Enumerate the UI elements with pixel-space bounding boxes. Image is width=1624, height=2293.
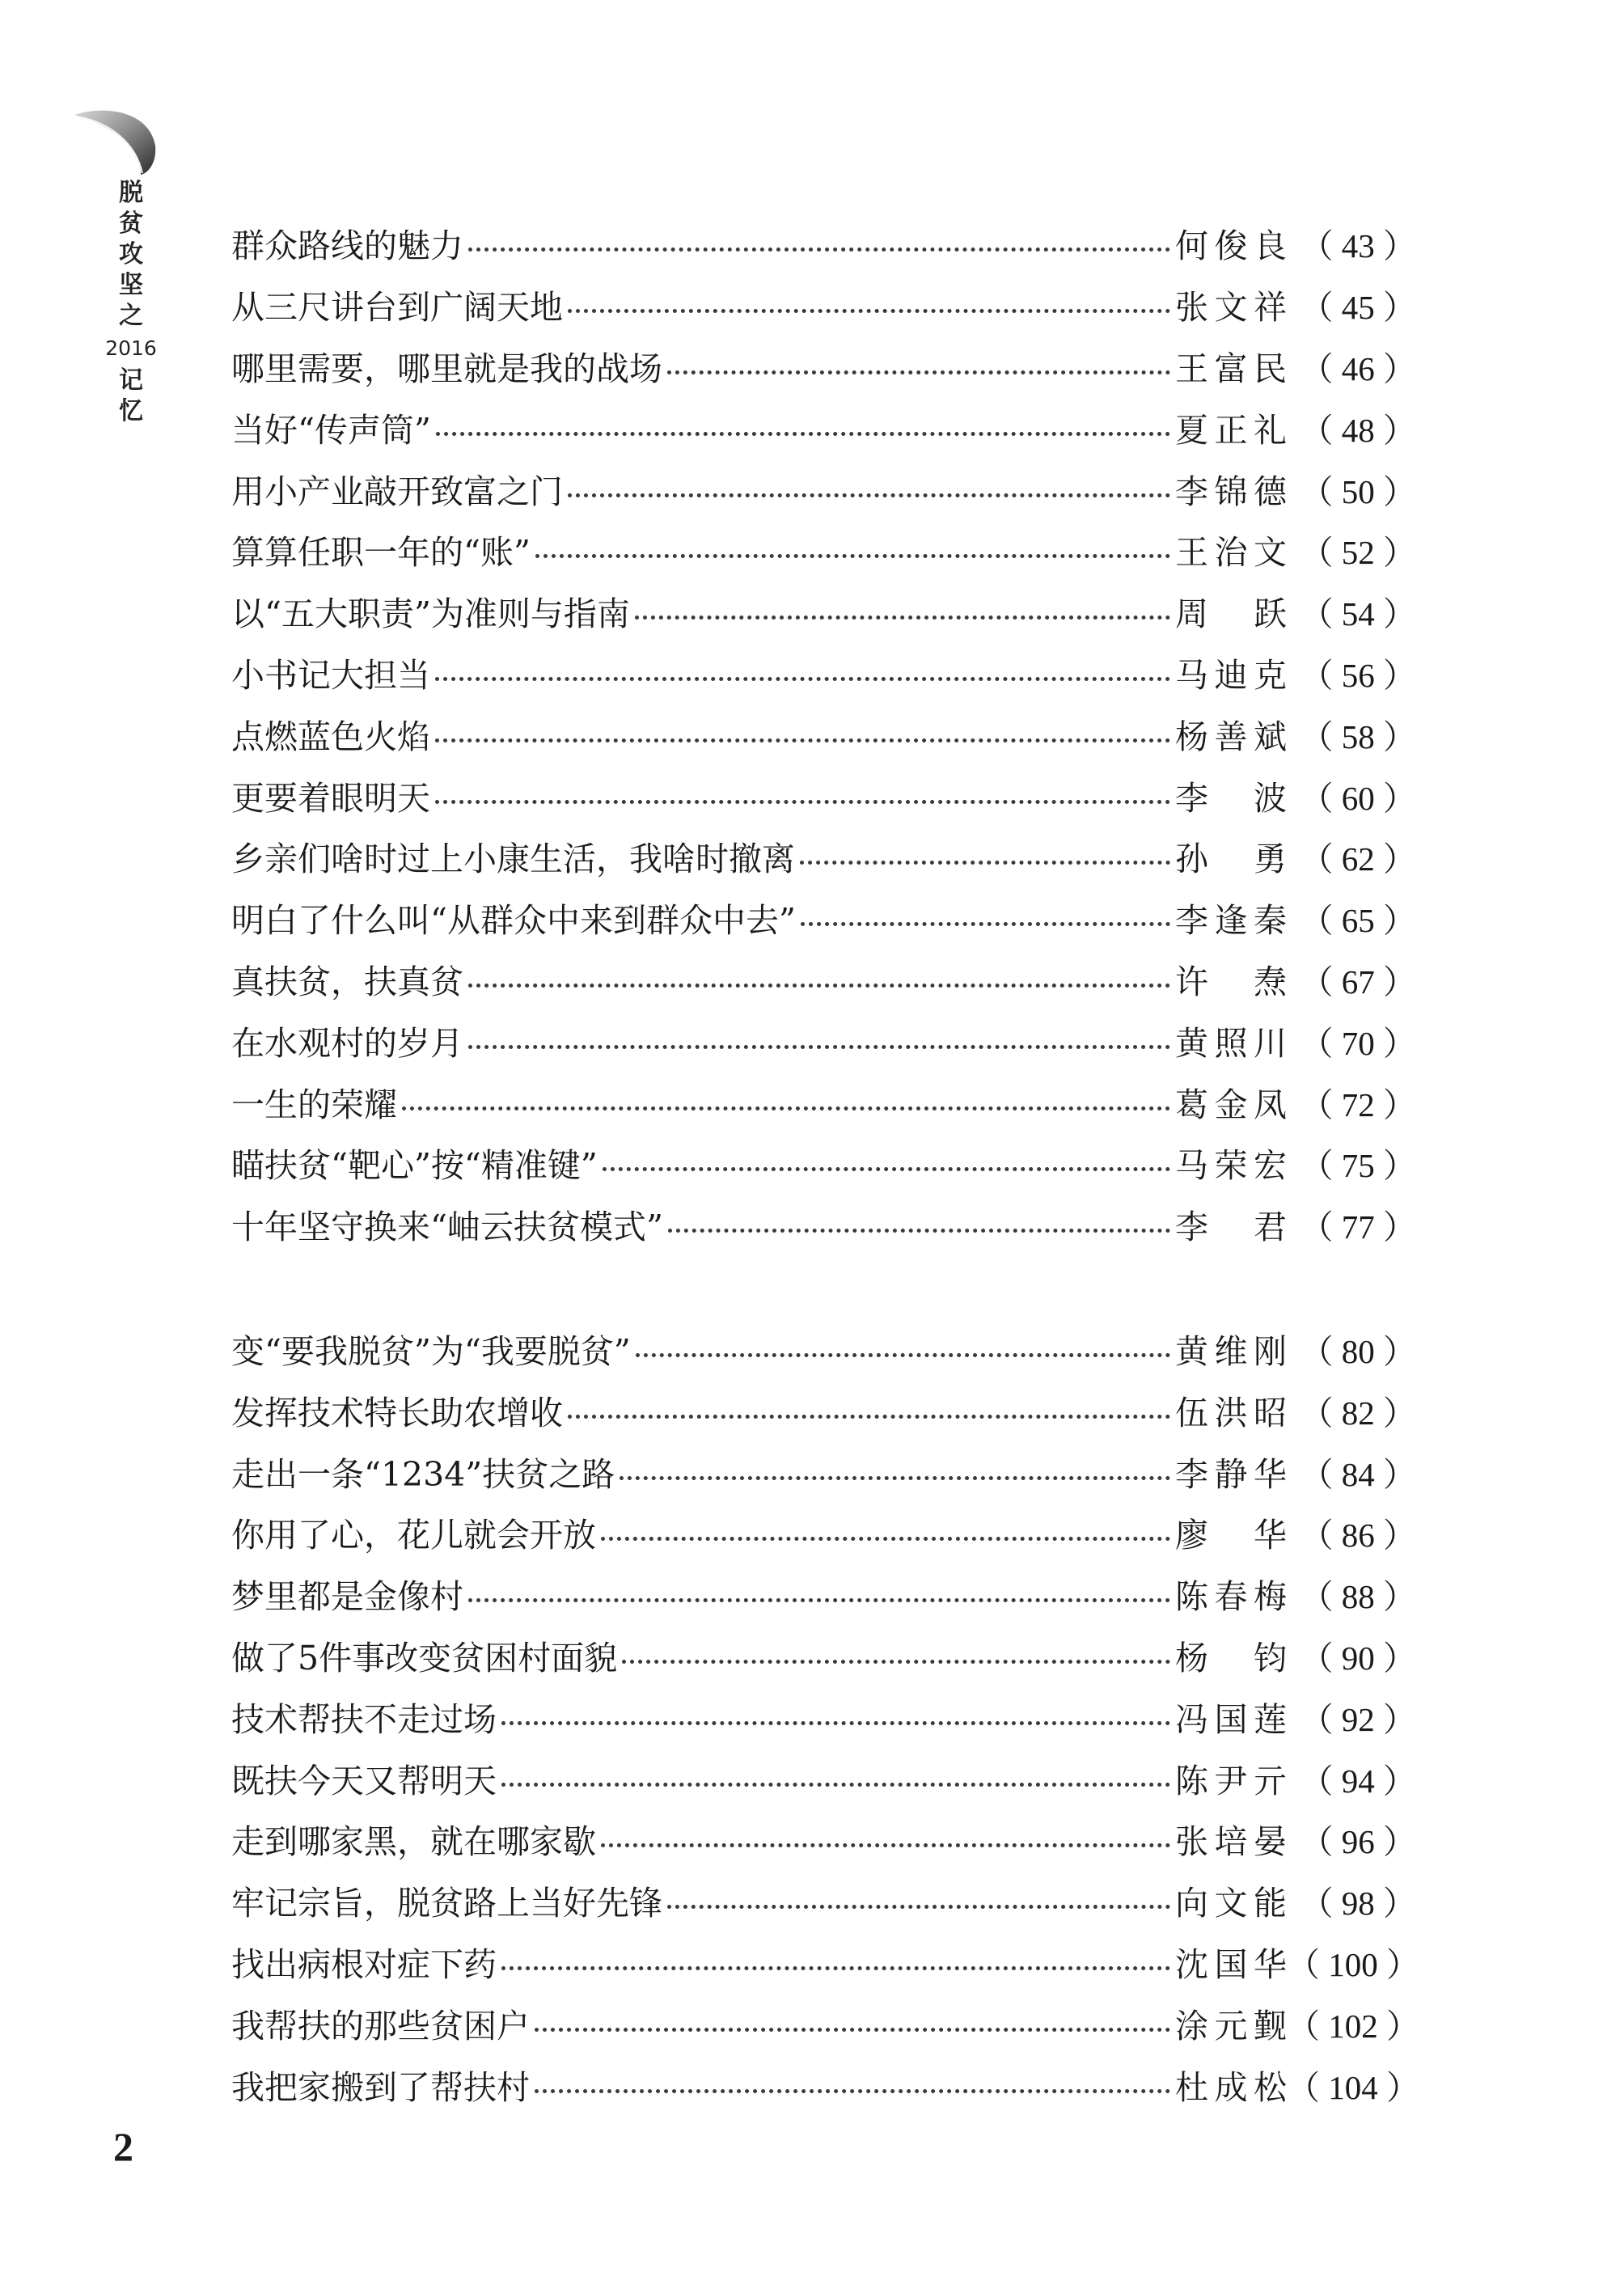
toc-entry-title: 做了5件事改变贫困村面貌 bbox=[231, 1638, 618, 1677]
toc-entry-title: 真扶贫，扶真贫 bbox=[231, 962, 463, 1001]
toc-entry-author: 向文能 bbox=[1175, 1884, 1287, 1923]
toc-entry-title: 小书记大担当 bbox=[231, 655, 430, 695]
toc-entry-title: 一生的荣耀 bbox=[231, 1085, 397, 1124]
dot-leader bbox=[468, 984, 1170, 988]
toc-entry-page: （ 70 ） bbox=[1300, 1024, 1416, 1062]
toc-entry-page: （ 46 ） bbox=[1300, 349, 1416, 387]
toc-entry[interactable] bbox=[231, 2054, 1419, 2115]
toc-entry-title: 技术帮扶不走过场 bbox=[231, 1699, 497, 1739]
toc-entry[interactable] bbox=[231, 1809, 1416, 1870]
toc-entry-page: （ 67 ） bbox=[1300, 962, 1416, 1001]
side-title-char: 忆 bbox=[119, 397, 143, 425]
dot-leader bbox=[435, 738, 1170, 742]
dot-leader bbox=[668, 1229, 1170, 1233]
toc-entry[interactable] bbox=[231, 949, 1416, 1010]
dot-leader bbox=[601, 1537, 1170, 1541]
toc-entry-title: 在水观村的岁月 bbox=[231, 1023, 463, 1063]
toc-entry-page: （ 48 ） bbox=[1300, 411, 1416, 449]
toc-entry[interactable] bbox=[231, 1502, 1416, 1563]
side-title-char: 坚 bbox=[119, 271, 143, 299]
toc-entry-page: （ 77 ） bbox=[1300, 1208, 1416, 1246]
toc-entry-title: 乡亲们啥时过上小康生活，我啥时撤离 bbox=[231, 840, 795, 879]
dot-leader bbox=[568, 1415, 1170, 1419]
toc-entry-page: （ 72 ） bbox=[1300, 1085, 1416, 1123]
toc-entry[interactable] bbox=[231, 887, 1416, 949]
toc-entry-author: 沈国华 bbox=[1175, 1944, 1287, 1984]
toc-entry-author: 陈尹亓 bbox=[1175, 1761, 1287, 1800]
toc-entry-title: 十年坚守换来“岫云扶贫模式” bbox=[231, 1208, 663, 1247]
toc-entry-author: 杨 钧 bbox=[1175, 1638, 1287, 1677]
toc-entry-author: 李 波 bbox=[1175, 778, 1287, 818]
toc-entry-author: 黄维刚 bbox=[1175, 1331, 1287, 1371]
toc-entry-title: 走出一条“1234”扶贫之路 bbox=[231, 1454, 615, 1494]
toc-entry-page: （ 92 ） bbox=[1300, 1700, 1416, 1738]
table-of-contents bbox=[231, 213, 1419, 2115]
dot-leader bbox=[468, 1598, 1170, 1602]
toc-entry-page: （ 90 ） bbox=[1300, 1639, 1416, 1677]
toc-entry-title: 走到哪家黑，就在哪家歇 bbox=[231, 1822, 596, 1862]
toc-entry-title: 你用了心，花儿就会开放 bbox=[231, 1516, 596, 1555]
toc-entry-title: 群众路线的魅力 bbox=[231, 226, 463, 266]
toc-entry-page: （ 100 ） bbox=[1287, 1945, 1419, 1983]
toc-entry-page: （ 86 ） bbox=[1300, 1517, 1416, 1555]
dot-leader bbox=[535, 554, 1170, 558]
toc-entry-title: 找出病根对症下药 bbox=[231, 1944, 497, 1984]
toc-entry-page: （ 94 ） bbox=[1300, 1762, 1416, 1800]
toc-entry[interactable] bbox=[231, 396, 1416, 458]
toc-entry-page: （ 84 ） bbox=[1300, 1455, 1416, 1493]
toc-entry-title: 以“五大职责”为准则与指南 bbox=[231, 594, 630, 634]
toc-entry-author: 黄照川 bbox=[1175, 1023, 1287, 1063]
dot-leader bbox=[667, 1905, 1170, 1909]
dot-leader bbox=[667, 370, 1170, 374]
dot-leader bbox=[603, 1167, 1170, 1171]
toc-entry-author: 涂元觐 bbox=[1175, 2006, 1287, 2046]
dot-leader bbox=[402, 1106, 1170, 1111]
toc-entry[interactable] bbox=[231, 1071, 1416, 1132]
toc-entry-page: （ 98 ） bbox=[1300, 1885, 1416, 1923]
toc-entry-page: （ 80 ） bbox=[1300, 1332, 1416, 1370]
toc-entry[interactable] bbox=[231, 1441, 1416, 1502]
toc-entry-author: 李 君 bbox=[1175, 1208, 1287, 1247]
toc-entry-author: 伍洪昭 bbox=[1175, 1393, 1287, 1432]
toc-entry-page: （ 82 ） bbox=[1300, 1394, 1416, 1432]
page-number: 2 bbox=[113, 2124, 133, 2169]
leaf-logo-icon bbox=[71, 104, 160, 176]
toc-entry[interactable] bbox=[231, 1992, 1419, 2054]
toc-entry[interactable] bbox=[231, 1563, 1416, 1625]
dot-leader bbox=[801, 922, 1170, 926]
dot-leader bbox=[501, 1966, 1170, 1970]
toc-entry-title: 更要着眼明天 bbox=[231, 778, 430, 818]
toc-entry-page: （ 56 ） bbox=[1300, 656, 1416, 694]
toc-entry-title: 用小产业敲开致富之门 bbox=[231, 472, 563, 511]
toc-entry[interactable] bbox=[231, 1747, 1416, 1809]
toc-entry-author: 王治文 bbox=[1175, 533, 1287, 573]
toc-entry-title: 瞄扶贫“靶心”按“精准键” bbox=[231, 1146, 598, 1186]
toc-entry[interactable] bbox=[231, 1870, 1416, 1931]
toc-entry[interactable] bbox=[231, 274, 1416, 336]
dot-leader bbox=[501, 1721, 1170, 1725]
toc-entry-author: 李静华 bbox=[1175, 1454, 1287, 1494]
toc-entry[interactable] bbox=[231, 519, 1416, 581]
side-title-char: 脱 bbox=[119, 179, 143, 207]
toc-entry-page: （ 58 ） bbox=[1300, 717, 1416, 755]
toc-entry-page: （ 60 ） bbox=[1300, 779, 1416, 817]
toc-entry-title: 从三尺讲台到广阔天地 bbox=[231, 288, 563, 328]
toc-entry-title: 点燃蓝色火焰 bbox=[231, 717, 430, 756]
toc-entry[interactable] bbox=[231, 703, 1416, 764]
toc-entry-page: （ 65 ） bbox=[1300, 902, 1416, 940]
toc-entry[interactable] bbox=[231, 642, 1416, 704]
dot-leader bbox=[535, 2089, 1170, 2093]
toc-entry-title: 明白了什么叫“从群众中来到群众中去” bbox=[231, 901, 796, 941]
side-title-char: 攻 bbox=[119, 240, 143, 269]
toc-group bbox=[231, 1318, 1419, 2115]
toc-entry-author: 马迪克 bbox=[1175, 655, 1287, 695]
toc-entry[interactable] bbox=[231, 213, 1416, 274]
toc-entry[interactable] bbox=[231, 1379, 1416, 1441]
toc-entry-author: 何俊良 bbox=[1175, 226, 1287, 266]
toc-entry-page: （ 43 ） bbox=[1300, 227, 1416, 265]
toc-entry-title: 我把家搬到了帮扶村 bbox=[231, 2067, 530, 2107]
toc-entry-author: 陈春梅 bbox=[1175, 1577, 1287, 1617]
toc-entry-author: 周 跃 bbox=[1175, 594, 1287, 634]
toc-entry-title: 当好“传声筒” bbox=[231, 410, 431, 450]
toc-entry-title: 我帮扶的那些贫困户 bbox=[231, 2006, 530, 2046]
toc-entry[interactable] bbox=[231, 458, 1416, 519]
toc-entry-title: 哪里需要，哪里就是我的战场 bbox=[231, 349, 662, 388]
dot-leader bbox=[636, 1353, 1170, 1357]
dot-leader bbox=[622, 1660, 1170, 1664]
toc-entry-author: 李锦德 bbox=[1175, 472, 1287, 511]
toc-entry-page: （ 62 ） bbox=[1300, 840, 1416, 878]
toc-entry-title: 梦里都是金像村 bbox=[231, 1577, 463, 1617]
toc-entry[interactable] bbox=[231, 336, 1416, 397]
toc-entry[interactable] bbox=[231, 764, 1416, 826]
toc-entry-page: （ 104 ） bbox=[1287, 2068, 1419, 2106]
toc-entry-title: 变“要我脱贫”为“我要脱贫” bbox=[231, 1331, 631, 1371]
toc-entry-author: 冯国莲 bbox=[1175, 1699, 1287, 1739]
toc-entry-author: 许 焘 bbox=[1175, 962, 1287, 1001]
dot-leader bbox=[568, 493, 1170, 497]
dot-leader bbox=[635, 616, 1170, 620]
toc-entry-page: （ 102 ） bbox=[1287, 2007, 1419, 2045]
toc-entry-title: 发挥技术特长助农增收 bbox=[231, 1393, 563, 1432]
toc-group bbox=[231, 213, 1416, 1255]
toc-entry-page: （ 75 ） bbox=[1300, 1147, 1416, 1185]
toc-entry[interactable] bbox=[231, 1132, 1416, 1194]
side-title-year: 2016 bbox=[105, 336, 157, 360]
toc-entry[interactable] bbox=[231, 581, 1416, 642]
toc-entry-author: 马荣宏 bbox=[1175, 1146, 1287, 1186]
toc-entry-page: （ 88 ） bbox=[1300, 1578, 1416, 1616]
side-title-char: 之 bbox=[119, 302, 143, 330]
toc-entry-author: 张培晏 bbox=[1175, 1822, 1287, 1862]
toc-entry[interactable] bbox=[231, 1318, 1416, 1380]
dot-leader bbox=[435, 677, 1170, 681]
toc-entry-author: 夏正礼 bbox=[1175, 410, 1287, 450]
toc-entry[interactable] bbox=[231, 1194, 1416, 1255]
toc-entry[interactable] bbox=[231, 1686, 1416, 1747]
dot-leader bbox=[535, 2028, 1170, 2032]
dot-leader bbox=[568, 309, 1170, 313]
side-title bbox=[105, 178, 157, 427]
toc-entry-page: （ 45 ） bbox=[1300, 289, 1416, 327]
dot-leader bbox=[468, 1045, 1170, 1049]
toc-entry-author: 葛金凤 bbox=[1175, 1085, 1287, 1124]
toc-entry-page: （ 54 ） bbox=[1300, 595, 1416, 633]
toc-entry-author: 杨善斌 bbox=[1175, 717, 1287, 756]
toc-entry[interactable] bbox=[231, 1931, 1419, 1993]
side-title-char: 贫 bbox=[119, 209, 143, 238]
toc-entry-author: 杜成松 bbox=[1175, 2067, 1287, 2107]
side-title-char: 记 bbox=[119, 366, 143, 395]
toc-entry-author: 王富民 bbox=[1175, 349, 1287, 388]
toc-entry-page: （ 52 ） bbox=[1300, 534, 1416, 572]
toc-entry-author: 张文祥 bbox=[1175, 288, 1287, 328]
dot-leader bbox=[620, 1476, 1170, 1480]
toc-entry-author: 孙 勇 bbox=[1175, 840, 1287, 879]
toc-entry[interactable] bbox=[231, 826, 1416, 887]
dot-leader bbox=[435, 800, 1170, 804]
toc-entry-page: （ 96 ） bbox=[1300, 1823, 1416, 1861]
toc-entry[interactable] bbox=[231, 1009, 1416, 1071]
toc-entry-author: 廖 华 bbox=[1175, 1516, 1287, 1555]
toc-entry[interactable] bbox=[231, 1625, 1416, 1686]
toc-entry-title: 牢记宗旨，脱贫路上当好先锋 bbox=[231, 1884, 662, 1923]
toc-entry-title: 算算任职一年的“账” bbox=[231, 533, 531, 573]
toc-entry-author: 李逢秦 bbox=[1175, 901, 1287, 941]
toc-entry-title: 既扶今天又帮明天 bbox=[231, 1761, 497, 1800]
dot-leader bbox=[501, 1783, 1170, 1787]
dot-leader bbox=[800, 861, 1170, 865]
dot-leader bbox=[601, 1843, 1170, 1847]
dot-leader bbox=[468, 247, 1170, 252]
toc-entry-page: （ 50 ） bbox=[1300, 472, 1416, 510]
dot-leader bbox=[436, 432, 1170, 436]
